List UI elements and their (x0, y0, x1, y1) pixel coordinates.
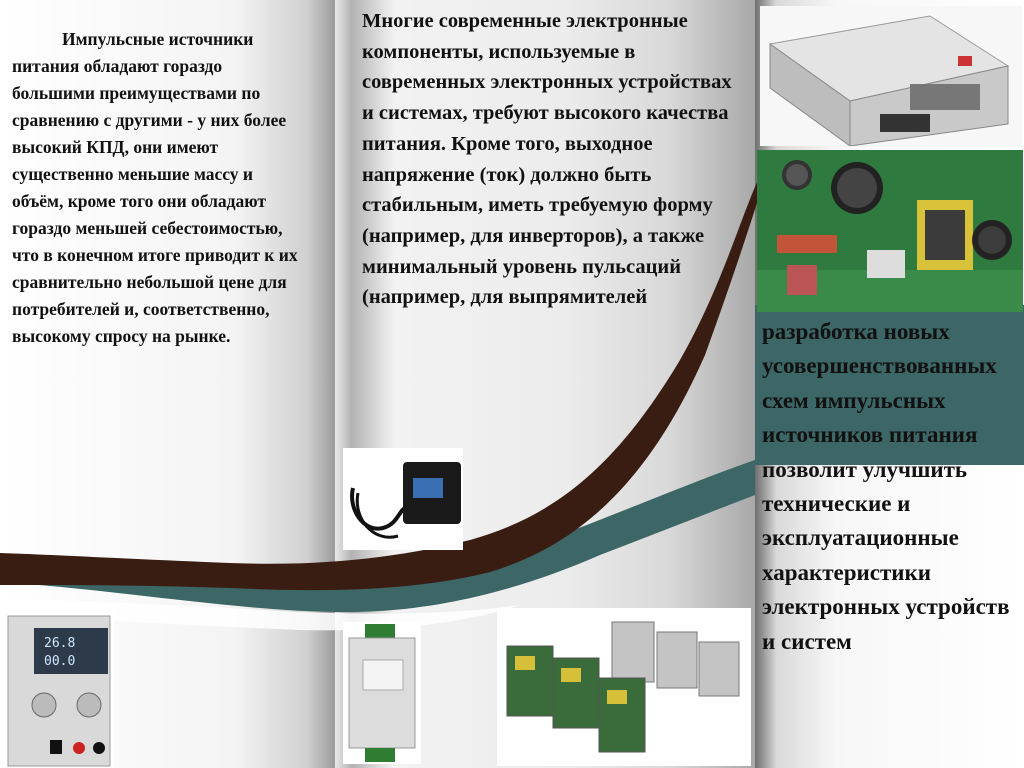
lab-display-line1: 26.8 (44, 636, 76, 651)
right-column-text: разработка новых усовершенствованных схем импульсных источников питания позволит улучшить технические и эксплуатационные характеристики электронных устройств и систем (762, 319, 1010, 654)
middle-column-text: Многие современные электронные компоненты, используемые в современных электронных устройствах и системах, требуют высокого качества питания. Кроме того, выходное напряжение (ток) должно быть стабильным, иметь требуемую форму (например, для инверторов), а также минимальный уровень пульсаций (например, для выпрямителей (362, 10, 732, 309)
wall-adapter-photo (343, 448, 463, 550)
lab-power-supply-photo (4, 610, 114, 768)
circuit-board-photo (757, 150, 1023, 312)
left-column-text: Импульсные источники питания обладают гораздо большими преимуществами по сравнению с другими - у них более высокий КПД, они имеют существенно меньшие массу и объём, кроме того они обладают гораздо меньшей себестоимостью, что в конечном итоге приводит к их сравнительно небольшой цене для потребителей и, соответственно, высокому спросу на рынке. (12, 29, 298, 346)
din-rail-module-photo (343, 622, 421, 764)
switching-modules-photo (497, 608, 751, 766)
industrial-power-supply-photo (760, 6, 1022, 146)
lab-display-line2: 00.0 (44, 654, 76, 669)
